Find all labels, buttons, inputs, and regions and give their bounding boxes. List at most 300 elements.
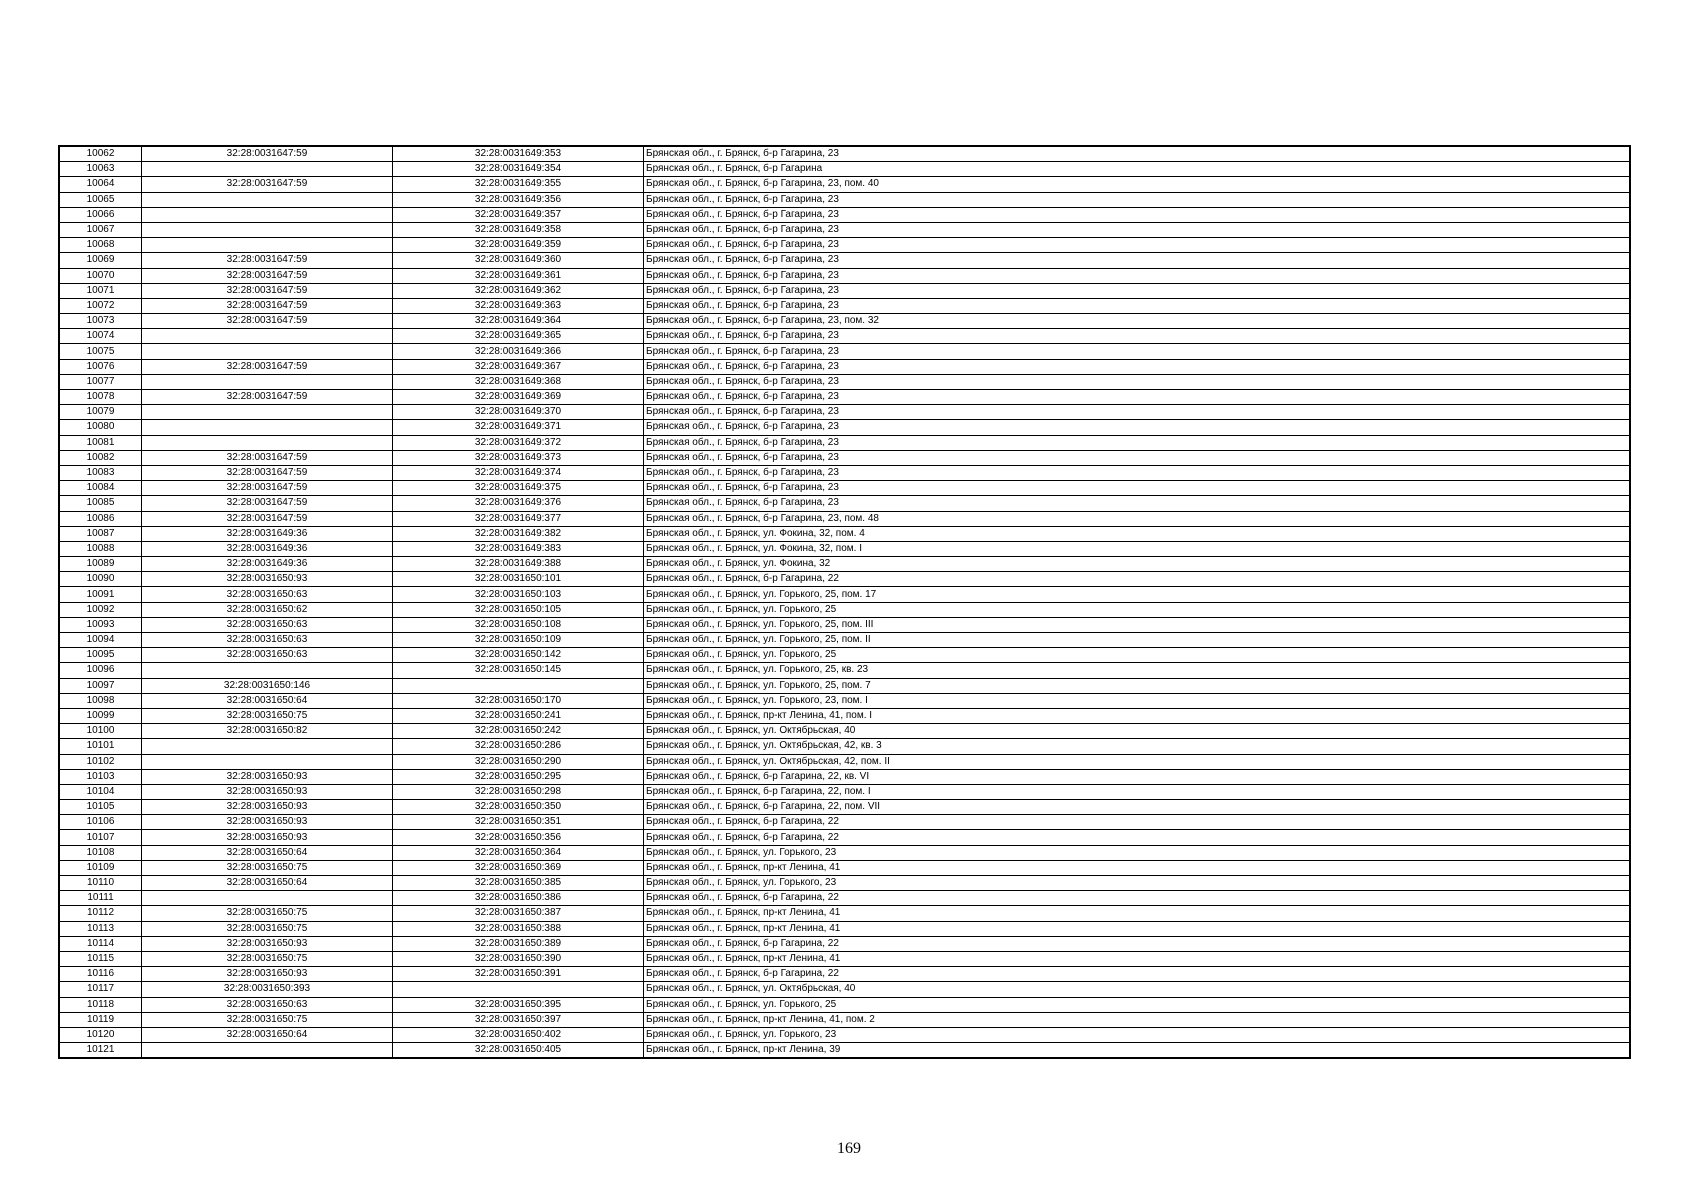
cadastral-number-cell: 32:28:0031649:364 xyxy=(393,314,644,329)
cadastral-number-cell: 32:28:0031649:388 xyxy=(393,557,644,572)
parent-cadastral-number-cell: 32:28:0031647:59 xyxy=(142,390,393,405)
row-number-cell: 10117 xyxy=(59,982,142,997)
table-row xyxy=(59,997,1630,1012)
address-cell: Брянская обл., г. Брянск, б-р Гагарина, 23 xyxy=(644,481,1631,496)
address-cell: Брянская обл., г. Брянск, б-р Гагарина, 22 xyxy=(644,967,1631,982)
address-cell: Брянская обл., г. Брянск, б-р Гагарина, 22 xyxy=(644,815,1631,830)
parent-cadastral-number-cell: 32:28:0031647:59 xyxy=(142,253,393,268)
row-number-cell: 10094 xyxy=(59,633,142,648)
parent-cadastral-number-cell: 32:28:0031650:75 xyxy=(142,1012,393,1027)
parent-cadastral-number-cell xyxy=(142,238,393,253)
cadastral-number-cell: 32:28:0031649:358 xyxy=(393,222,644,237)
cadastral-number-cell: 32:28:0031649:369 xyxy=(393,390,644,405)
address-cell: Брянская обл., г. Брянск, пр-кт Ленина, 41 xyxy=(644,921,1631,936)
table-row xyxy=(59,587,1630,602)
parent-cadastral-number-cell xyxy=(142,329,393,344)
address-cell: Брянская обл., г. Брянск, ул. Горького, 23 xyxy=(644,1027,1631,1042)
table-row xyxy=(59,815,1630,830)
cadastral-number-cell: 32:28:0031650:356 xyxy=(393,830,644,845)
row-number-cell: 10099 xyxy=(59,708,142,723)
table-row xyxy=(59,784,1630,799)
address-cell: Брянская обл., г. Брянск, б-р Гагарина, 23 xyxy=(644,283,1631,298)
parent-cadastral-number-cell: 32:28:0031650:63 xyxy=(142,587,393,602)
cadastral-number-cell: 32:28:0031650:286 xyxy=(393,739,644,754)
row-number-cell: 10077 xyxy=(59,374,142,389)
address-cell: Брянская обл., г. Брянск, б-р Гагарина, 23 xyxy=(644,450,1631,465)
table-row xyxy=(59,769,1630,784)
table-row xyxy=(59,207,1630,222)
cadastral-number-cell: 32:28:0031649:374 xyxy=(393,465,644,480)
cadastral-number-cell: 32:28:0031649:357 xyxy=(393,207,644,222)
table-row xyxy=(59,1012,1630,1027)
parent-cadastral-number-cell xyxy=(142,162,393,177)
address-cell: Брянская обл., г. Брянск, б-р Гагарина, 23 xyxy=(644,268,1631,283)
table-row xyxy=(59,708,1630,723)
cadastral-number-cell: 32:28:0031650:295 xyxy=(393,769,644,784)
cadastral-number-cell: 32:28:0031650:402 xyxy=(393,1027,644,1042)
address-cell: Брянская обл., г. Брянск, пр-кт Ленина, 41 xyxy=(644,906,1631,921)
address-cell: Брянская обл., г. Брянск, ул. Горького, 25, пом. 7 xyxy=(644,678,1631,693)
parent-cadastral-number-cell: 32:28:0031650:93 xyxy=(142,784,393,799)
cadastral-number-cell: 32:28:0031649:355 xyxy=(393,177,644,192)
row-number-cell: 10103 xyxy=(59,769,142,784)
row-number-cell: 10085 xyxy=(59,496,142,511)
cadastral-number-cell: 32:28:0031650:101 xyxy=(393,572,644,587)
row-number-cell: 10073 xyxy=(59,314,142,329)
row-number-cell: 10062 xyxy=(59,146,142,162)
parent-cadastral-number-cell xyxy=(142,891,393,906)
address-cell: Брянская обл., г. Брянск, б-р Гагарина, 23 xyxy=(644,390,1631,405)
table-row xyxy=(59,177,1630,192)
row-number-cell: 10114 xyxy=(59,936,142,951)
table-row xyxy=(59,1027,1630,1042)
address-cell: Брянская обл., г. Брянск, б-р Гагарина, 23, пом. 48 xyxy=(644,511,1631,526)
table-row xyxy=(59,314,1630,329)
table-row xyxy=(59,359,1630,374)
parent-cadastral-number-cell: 32:28:0031647:59 xyxy=(142,465,393,480)
address-cell: Брянская обл., г. Брянск, ул. Фокина, 32 xyxy=(644,557,1631,572)
parent-cadastral-number-cell: 32:28:0031650:75 xyxy=(142,951,393,966)
row-number-cell: 10112 xyxy=(59,906,142,921)
table-row xyxy=(59,420,1630,435)
row-number-cell: 10102 xyxy=(59,754,142,769)
address-cell: Брянская обл., г. Брянск, б-р Гагарина, 22 xyxy=(644,572,1631,587)
address-cell: Брянская обл., г. Брянск, ул. Фокина, 32, пом. I xyxy=(644,541,1631,556)
parent-cadastral-number-cell: 32:28:0031650:93 xyxy=(142,572,393,587)
parent-cadastral-number-cell: 32:28:0031650:93 xyxy=(142,769,393,784)
row-number-cell: 10088 xyxy=(59,541,142,556)
table-row xyxy=(59,572,1630,587)
row-number-cell: 10066 xyxy=(59,207,142,222)
row-number-cell: 10105 xyxy=(59,800,142,815)
parent-cadastral-number-cell: 32:28:0031650:75 xyxy=(142,860,393,875)
parent-cadastral-number-cell: 32:28:0031647:59 xyxy=(142,450,393,465)
cadastral-number-cell: 32:28:0031650:108 xyxy=(393,617,644,632)
parent-cadastral-number-cell: 32:28:0031647:59 xyxy=(142,268,393,283)
table-row xyxy=(59,951,1630,966)
cadastral-number-cell: 32:28:0031650:369 xyxy=(393,860,644,875)
cadastral-number-cell: 32:28:0031650:395 xyxy=(393,997,644,1012)
address-cell: Брянская обл., г. Брянск, б-р Гагарина, 23 xyxy=(644,374,1631,389)
parent-cadastral-number-cell: 32:28:0031650:93 xyxy=(142,967,393,982)
cadastral-number-cell: 32:28:0031650:351 xyxy=(393,815,644,830)
cadastral-number-cell: 32:28:0031650:350 xyxy=(393,800,644,815)
cadastral-number-cell: 32:28:0031649:363 xyxy=(393,298,644,313)
row-number-cell: 10065 xyxy=(59,192,142,207)
cadastral-number-cell: 32:28:0031649:383 xyxy=(393,541,644,556)
row-number-cell: 10072 xyxy=(59,298,142,313)
row-number-cell: 10097 xyxy=(59,678,142,693)
cadastral-number-cell: 32:28:0031650:109 xyxy=(393,633,644,648)
row-number-cell: 10079 xyxy=(59,405,142,420)
row-number-cell: 10121 xyxy=(59,1043,142,1059)
table-row xyxy=(59,936,1630,951)
table-row xyxy=(59,921,1630,936)
table-row xyxy=(59,724,1630,739)
table-row xyxy=(59,1043,1630,1059)
address-cell: Брянская обл., г. Брянск, б-р Гагарина, 23 xyxy=(644,238,1631,253)
address-cell: Брянская обл., г. Брянск, ул. Горького, 25, пом. III xyxy=(644,617,1631,632)
parent-cadastral-number-cell: 32:28:0031649:36 xyxy=(142,541,393,556)
row-number-cell: 10120 xyxy=(59,1027,142,1042)
row-number-cell: 10107 xyxy=(59,830,142,845)
table-row xyxy=(59,496,1630,511)
parent-cadastral-number-cell: 32:28:0031647:59 xyxy=(142,146,393,162)
address-cell: Брянская обл., г. Брянск, пр-кт Ленина, 41, пом. 2 xyxy=(644,1012,1631,1027)
address-cell: Брянская обл., г. Брянск, б-р Гагарина, 22, пом. VII xyxy=(644,800,1631,815)
parent-cadastral-number-cell xyxy=(142,374,393,389)
row-number-cell: 10086 xyxy=(59,511,142,526)
row-number-cell: 10074 xyxy=(59,329,142,344)
cadastral-number-cell: 32:28:0031649:375 xyxy=(393,481,644,496)
parent-cadastral-number-cell: 32:28:0031647:59 xyxy=(142,177,393,192)
table-row xyxy=(59,557,1630,572)
parent-cadastral-number-cell: 32:28:0031650:75 xyxy=(142,906,393,921)
table-row xyxy=(59,146,1630,162)
page-number: 169 xyxy=(837,1140,861,1157)
parent-cadastral-number-cell: 32:28:0031650:64 xyxy=(142,845,393,860)
parent-cadastral-number-cell: 32:28:0031650:75 xyxy=(142,921,393,936)
row-number-cell: 10118 xyxy=(59,997,142,1012)
table-row xyxy=(59,541,1630,556)
cadastral-number-cell: 32:28:0031650:390 xyxy=(393,951,644,966)
row-number-cell: 10069 xyxy=(59,253,142,268)
table-row xyxy=(59,450,1630,465)
row-number-cell: 10113 xyxy=(59,921,142,936)
table-row xyxy=(59,162,1630,177)
cadastral-number-cell: 32:28:0031650:386 xyxy=(393,891,644,906)
address-cell: Брянская обл., г. Брянск, б-р Гагарина, 23 xyxy=(644,359,1631,374)
cadastral-number-cell: 32:28:0031649:367 xyxy=(393,359,644,374)
table-row xyxy=(59,845,1630,860)
cadastral-number-cell: 32:28:0031649:368 xyxy=(393,374,644,389)
parent-cadastral-number-cell: 32:28:0031647:59 xyxy=(142,298,393,313)
table-row xyxy=(59,222,1630,237)
cadastral-number-cell: 32:28:0031649:366 xyxy=(393,344,644,359)
row-number-cell: 10071 xyxy=(59,283,142,298)
cadastral-number-cell: 32:28:0031650:290 xyxy=(393,754,644,769)
address-cell: Брянская обл., г. Брянск, ул. Октябрьская, 40 xyxy=(644,724,1631,739)
cadastral-number-cell: 32:28:0031650:103 xyxy=(393,587,644,602)
address-cell: Брянская обл., г. Брянск, ул. Горького, 25, пом. II xyxy=(644,633,1631,648)
row-number-cell: 10116 xyxy=(59,967,142,982)
cadastral-number-cell: 32:28:0031650:388 xyxy=(393,921,644,936)
row-number-cell: 10080 xyxy=(59,420,142,435)
table-row xyxy=(59,602,1630,617)
row-number-cell: 10078 xyxy=(59,390,142,405)
address-cell: Брянская обл., г. Брянск, б-р Гагарина, 23 xyxy=(644,298,1631,313)
row-number-cell: 10084 xyxy=(59,481,142,496)
address-cell: Брянская обл., г. Брянск, ул. Горького, 25 xyxy=(644,997,1631,1012)
address-cell: Брянская обл., г. Брянск, ул. Горького, 23 xyxy=(644,876,1631,891)
registry-table xyxy=(58,145,1631,1059)
address-cell: Брянская обл., г. Брянск, б-р Гагарина, 23 xyxy=(644,329,1631,344)
table-row xyxy=(59,511,1630,526)
table-row xyxy=(59,693,1630,708)
table-row xyxy=(59,754,1630,769)
address-cell: Брянская обл., г. Брянск, ул. Горького, 25 xyxy=(644,602,1631,617)
parent-cadastral-number-cell: 32:28:0031650:63 xyxy=(142,997,393,1012)
parent-cadastral-number-cell: 32:28:0031647:59 xyxy=(142,359,393,374)
address-cell: Брянская обл., г. Брянск, ул. Горького, 23 xyxy=(644,845,1631,860)
address-cell: Брянская обл., г. Брянск, б-р Гагарина, 23 xyxy=(644,405,1631,420)
parent-cadastral-number-cell xyxy=(142,420,393,435)
table-row xyxy=(59,192,1630,207)
address-cell: Брянская обл., г. Брянск, ул. Октябрьская, 42, пом. II xyxy=(644,754,1631,769)
table-row xyxy=(59,374,1630,389)
cadastral-number-cell: 32:28:0031649:370 xyxy=(393,405,644,420)
table-row xyxy=(59,663,1630,678)
cadastral-number-cell: 32:28:0031650:170 xyxy=(393,693,644,708)
address-cell: Брянская обл., г. Брянск, б-р Гагарина, 22 xyxy=(644,891,1631,906)
parent-cadastral-number-cell xyxy=(142,192,393,207)
table-row xyxy=(59,390,1630,405)
row-number-cell: 10098 xyxy=(59,693,142,708)
parent-cadastral-number-cell: 32:28:0031650:93 xyxy=(142,936,393,951)
parent-cadastral-number-cell xyxy=(142,1043,393,1059)
table-row xyxy=(59,283,1630,298)
address-cell: Брянская обл., г. Брянск, пр-кт Ленина, 41, пом. I xyxy=(644,708,1631,723)
cadastral-number-cell: 32:28:0031650:364 xyxy=(393,845,644,860)
row-number-cell: 10095 xyxy=(59,648,142,663)
cadastral-number-cell: 32:28:0031649:354 xyxy=(393,162,644,177)
cadastral-number-cell: 32:28:0031650:405 xyxy=(393,1043,644,1059)
parent-cadastral-number-cell: 32:28:0031650:82 xyxy=(142,724,393,739)
row-number-cell: 10092 xyxy=(59,602,142,617)
parent-cadastral-number-cell: 32:28:0031647:59 xyxy=(142,496,393,511)
parent-cadastral-number-cell: 32:28:0031650:393 xyxy=(142,982,393,997)
row-number-cell: 10090 xyxy=(59,572,142,587)
cadastral-number-cell: 32:28:0031649:377 xyxy=(393,511,644,526)
address-cell: Брянская обл., г. Брянск, б-р Гагарина, 23 xyxy=(644,146,1631,162)
cadastral-number-cell: 32:28:0031650:242 xyxy=(393,724,644,739)
cadastral-number-cell xyxy=(393,678,644,693)
parent-cadastral-number-cell xyxy=(142,344,393,359)
table-row xyxy=(59,891,1630,906)
row-number-cell: 10064 xyxy=(59,177,142,192)
row-number-cell: 10076 xyxy=(59,359,142,374)
cadastral-number-cell: 32:28:0031650:385 xyxy=(393,876,644,891)
row-number-cell: 10083 xyxy=(59,465,142,480)
row-number-cell: 10089 xyxy=(59,557,142,572)
cadastral-number-cell: 32:28:0031649:365 xyxy=(393,329,644,344)
table-row xyxy=(59,906,1630,921)
address-cell: Брянская обл., г. Брянск, б-р Гагарина, 23 xyxy=(644,344,1631,359)
address-cell: Брянская обл., г. Брянск, ул. Горького, 25 xyxy=(644,648,1631,663)
address-cell: Брянская обл., г. Брянск, ул. Октябрьская, 40 xyxy=(644,982,1631,997)
parent-cadastral-number-cell xyxy=(142,207,393,222)
table-row xyxy=(59,481,1630,496)
table-row xyxy=(59,982,1630,997)
parent-cadastral-number-cell xyxy=(142,663,393,678)
parent-cadastral-number-cell: 32:28:0031650:63 xyxy=(142,633,393,648)
row-number-cell: 10108 xyxy=(59,845,142,860)
parent-cadastral-number-cell: 32:28:0031650:93 xyxy=(142,830,393,845)
address-cell: Брянская обл., г. Брянск, б-р Гагарина, 23 xyxy=(644,496,1631,511)
address-cell: Брянская обл., г. Брянск, б-р Гагарина, 22 xyxy=(644,830,1631,845)
table-row xyxy=(59,526,1630,541)
cadastral-number-cell: 32:28:0031649:372 xyxy=(393,435,644,450)
table-row xyxy=(59,253,1630,268)
cadastral-number-cell: 32:28:0031649:361 xyxy=(393,268,644,283)
address-cell: Брянская обл., г. Брянск, б-р Гагарина xyxy=(644,162,1631,177)
address-cell: Брянская обл., г. Брянск, б-р Гагарина, 23, пом. 32 xyxy=(644,314,1631,329)
address-cell: Брянская обл., г. Брянск, ул. Горького, 25, кв. 23 xyxy=(644,663,1631,678)
cadastral-number-cell: 32:28:0031650:241 xyxy=(393,708,644,723)
parent-cadastral-number-cell xyxy=(142,435,393,450)
parent-cadastral-number-cell: 32:28:0031650:75 xyxy=(142,708,393,723)
parent-cadastral-number-cell xyxy=(142,739,393,754)
parent-cadastral-number-cell: 32:28:0031650:62 xyxy=(142,602,393,617)
row-number-cell: 10096 xyxy=(59,663,142,678)
cadastral-number-cell: 32:28:0031649:353 xyxy=(393,146,644,162)
table-row xyxy=(59,739,1630,754)
address-cell: Брянская обл., г. Брянск, б-р Гагарина, 23 xyxy=(644,435,1631,450)
cadastral-number-cell: 32:28:0031650:387 xyxy=(393,906,644,921)
parent-cadastral-number-cell: 32:28:0031650:64 xyxy=(142,693,393,708)
cadastral-number-cell: 32:28:0031649:359 xyxy=(393,238,644,253)
address-cell: Брянская обл., г. Брянск, б-р Гагарина, 22, пом. I xyxy=(644,784,1631,799)
table-row xyxy=(59,860,1630,875)
row-number-cell: 10093 xyxy=(59,617,142,632)
address-cell: Брянская обл., г. Брянск, ул. Фокина, 32, пом. 4 xyxy=(644,526,1631,541)
cadastral-number-cell: 32:28:0031650:145 xyxy=(393,663,644,678)
table-row xyxy=(59,876,1630,891)
row-number-cell: 10068 xyxy=(59,238,142,253)
parent-cadastral-number-cell xyxy=(142,405,393,420)
parent-cadastral-number-cell: 32:28:0031647:59 xyxy=(142,481,393,496)
parent-cadastral-number-cell: 32:28:0031649:36 xyxy=(142,557,393,572)
cadastral-number-cell: 32:28:0031649:356 xyxy=(393,192,644,207)
address-cell: Брянская обл., г. Брянск, ул. Горького, 25, пом. 17 xyxy=(644,587,1631,602)
row-number-cell: 10091 xyxy=(59,587,142,602)
parent-cadastral-number-cell: 32:28:0031649:36 xyxy=(142,526,393,541)
row-number-cell: 10111 xyxy=(59,891,142,906)
row-number-cell: 10081 xyxy=(59,435,142,450)
cadastral-number-cell: 32:28:0031649:371 xyxy=(393,420,644,435)
address-cell: Брянская обл., г. Брянск, б-р Гагарина, 23, пом. 40 xyxy=(644,177,1631,192)
parent-cadastral-number-cell: 32:28:0031650:93 xyxy=(142,815,393,830)
parent-cadastral-number-cell: 32:28:0031647:59 xyxy=(142,314,393,329)
parent-cadastral-number-cell: 32:28:0031650:63 xyxy=(142,648,393,663)
registry-table-body xyxy=(59,146,1630,1058)
table-row xyxy=(59,967,1630,982)
table-row xyxy=(59,678,1630,693)
address-cell: Брянская обл., г. Брянск, б-р Гагарина, 23 xyxy=(644,222,1631,237)
cadastral-number-cell: 32:28:0031649:373 xyxy=(393,450,644,465)
cadastral-number-cell: 32:28:0031649:360 xyxy=(393,253,644,268)
parent-cadastral-number-cell xyxy=(142,222,393,237)
row-number-cell: 10109 xyxy=(59,860,142,875)
cadastral-number-cell: 32:28:0031649:382 xyxy=(393,526,644,541)
address-cell: Брянская обл., г. Брянск, б-р Гагарина, 23 xyxy=(644,192,1631,207)
parent-cadastral-number-cell: 32:28:0031650:64 xyxy=(142,876,393,891)
address-cell: Брянская обл., г. Брянск, б-р Гагарина, 23 xyxy=(644,253,1631,268)
table-row xyxy=(59,238,1630,253)
address-cell: Брянская обл., г. Брянск, б-р Гагарина, 22, кв. VI xyxy=(644,769,1631,784)
row-number-cell: 10119 xyxy=(59,1012,142,1027)
table-row xyxy=(59,465,1630,480)
table-row xyxy=(59,435,1630,450)
address-cell: Брянская обл., г. Брянск, ул. Горького, 23, пом. I xyxy=(644,693,1631,708)
parent-cadastral-number-cell: 32:28:0031650:146 xyxy=(142,678,393,693)
table-row xyxy=(59,298,1630,313)
address-cell: Брянская обл., г. Брянск, пр-кт Ленина, 39 xyxy=(644,1043,1631,1059)
row-number-cell: 10070 xyxy=(59,268,142,283)
address-cell: Брянская обл., г. Брянск, ул. Октябрьская, 42, кв. 3 xyxy=(644,739,1631,754)
parent-cadastral-number-cell: 32:28:0031647:59 xyxy=(142,283,393,298)
cadastral-number-cell xyxy=(393,982,644,997)
table-row xyxy=(59,405,1630,420)
parent-cadastral-number-cell xyxy=(142,754,393,769)
address-cell: Брянская обл., г. Брянск, б-р Гагарина, 23 xyxy=(644,420,1631,435)
row-number-cell: 10100 xyxy=(59,724,142,739)
cadastral-number-cell: 32:28:0031650:389 xyxy=(393,936,644,951)
table-row xyxy=(59,633,1630,648)
address-cell: Брянская обл., г. Брянск, б-р Гагарина, 23 xyxy=(644,465,1631,480)
cadastral-number-cell: 32:28:0031649:362 xyxy=(393,283,644,298)
cadastral-number-cell: 32:28:0031650:142 xyxy=(393,648,644,663)
cadastral-number-cell: 32:28:0031649:376 xyxy=(393,496,644,511)
parent-cadastral-number-cell: 32:28:0031650:63 xyxy=(142,617,393,632)
address-cell: Брянская обл., г. Брянск, пр-кт Ленина, 41 xyxy=(644,951,1631,966)
table-row xyxy=(59,648,1630,663)
cadastral-number-cell: 32:28:0031650:105 xyxy=(393,602,644,617)
cadastral-number-cell: 32:28:0031650:391 xyxy=(393,967,644,982)
table-row xyxy=(59,268,1630,283)
row-number-cell: 10063 xyxy=(59,162,142,177)
row-number-cell: 10115 xyxy=(59,951,142,966)
row-number-cell: 10087 xyxy=(59,526,142,541)
table-row xyxy=(59,800,1630,815)
row-number-cell: 10075 xyxy=(59,344,142,359)
row-number-cell: 10110 xyxy=(59,876,142,891)
cadastral-number-cell: 32:28:0031650:298 xyxy=(393,784,644,799)
parent-cadastral-number-cell: 32:28:0031647:59 xyxy=(142,511,393,526)
row-number-cell: 10104 xyxy=(59,784,142,799)
cadastral-number-cell: 32:28:0031650:397 xyxy=(393,1012,644,1027)
address-cell: Брянская обл., г. Брянск, б-р Гагарина, 23 xyxy=(644,207,1631,222)
parent-cadastral-number-cell: 32:28:0031650:64 xyxy=(142,1027,393,1042)
table-row xyxy=(59,617,1630,632)
address-cell: Брянская обл., г. Брянск, пр-кт Ленина, 41 xyxy=(644,860,1631,875)
table-row xyxy=(59,329,1630,344)
table-row xyxy=(59,344,1630,359)
table-row xyxy=(59,830,1630,845)
address-cell: Брянская обл., г. Брянск, б-р Гагарина, 22 xyxy=(644,936,1631,951)
parent-cadastral-number-cell: 32:28:0031650:93 xyxy=(142,800,393,815)
row-number-cell: 10067 xyxy=(59,222,142,237)
